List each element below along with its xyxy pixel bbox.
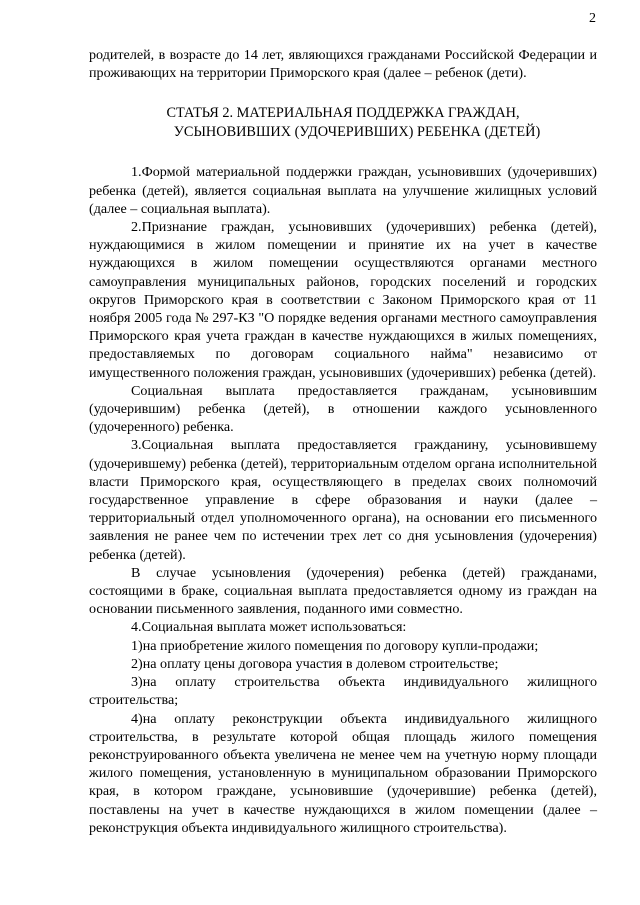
list-item-1: 1)на приобретение жилого помещения по договору купли-продажи; [131,637,539,654]
paragraph-2: 2.Признание граждан, усыновивших (удочеривших) ребенка (детей), нуждающимися в жилом помещении и принятие их на учет в качестве нуждающихся в жилом помещении осуществляются органами местного самоуправления муниципальных районов, городских поселений и городских округов Приморского края в соответствии с Законом Приморского края от 11 ноября 2005 года № 297-КЗ "О порядке ведения органами местного самоуправления Приморского края учета граждан в качестве нуждающихся в жилых помещениях, предоставляемых по договорам социального найма" независимо от имущественного положения граждан, усыновивших (удочеривших) ребенка (детей). [89,219,597,381]
paragraph-2-continued: Социальная выплата предоставляется гражданам, усыновившим (удочерившим) ребенка (детей), в отношении каждого усыновленного (удочеренного) ребенка. [89,382,597,436]
document-body [89,46,597,837]
article-heading [89,104,597,142]
page-number: 2 [589,11,596,26]
intro-paragraph: родителей, в возрасте до 14 лет, являющихся гражданами Российской Федерации и проживающих на территории Приморского края (далее – ребенок (дети). [89,47,597,82]
paragraph-1: 1.Формой материальной поддержки граждан, усыновивших (удочеривших) ребенка (детей), является социальная выплата на улучшение жилищных условий (далее – социальная выплата). [89,164,597,217]
article-heading-line-1: СТАТЬЯ 2. МАТЕРИАЛЬНАЯ ПОДДЕРЖКА ГРАЖДАН, [166,105,520,122]
article-heading-line-2: УСЫНОВИВШИХ (УДОЧЕРИВШИХ) РЕБЕНКА (ДЕТЕЙ) [173,124,541,141]
paragraph-3: 3.Социальная выплата предоставляется гражданину, усыновившему (удочерившему) ребенка (детей), территориальным отделом органа исполнительной власти Приморского края, осуществляющего в пределах своих полномочий государственное управление в сфере образования и науки (далее – территориальный отдел уполномоченного органа), на основании его письменного заявления не ранее чем по истечении трех лет со дня усыновления (удочерения) ребенка (детей). [89,437,597,563]
paragraph-3-continued: В случае усыновления (удочерения) ребенка (детей) гражданами, состоящими в браке, социальная выплата предоставляется одному из граждан на основании письменного заявления, поданного ими совместно. [89,564,597,618]
list-item-4: 4)на оплату реконструкции объекта индивидуального жилищного строительства, в результате которой общая площадь жилого помещения реконструированного объекта увеличена не менее чем на учетную норму площади жилого помещения, установленную в муниципальном образовании Приморского края, в котором граждане, усыновившие (удочерившие) ребенка (детей), поставлены на учет в качестве нуждающихся в жилом помещении (далее – реконструкция объекта индивидуального жилищного строительства). [89,710,597,836]
paragraph-4: 4.Социальная выплата может использоваться: [131,619,407,636]
list-item-3: 3)на оплату строительства объекта индивидуального жилищного строительства; [89,674,597,709]
list-item-2: 2)на оплату цены договора участия в долевом строительстве; [131,655,499,672]
